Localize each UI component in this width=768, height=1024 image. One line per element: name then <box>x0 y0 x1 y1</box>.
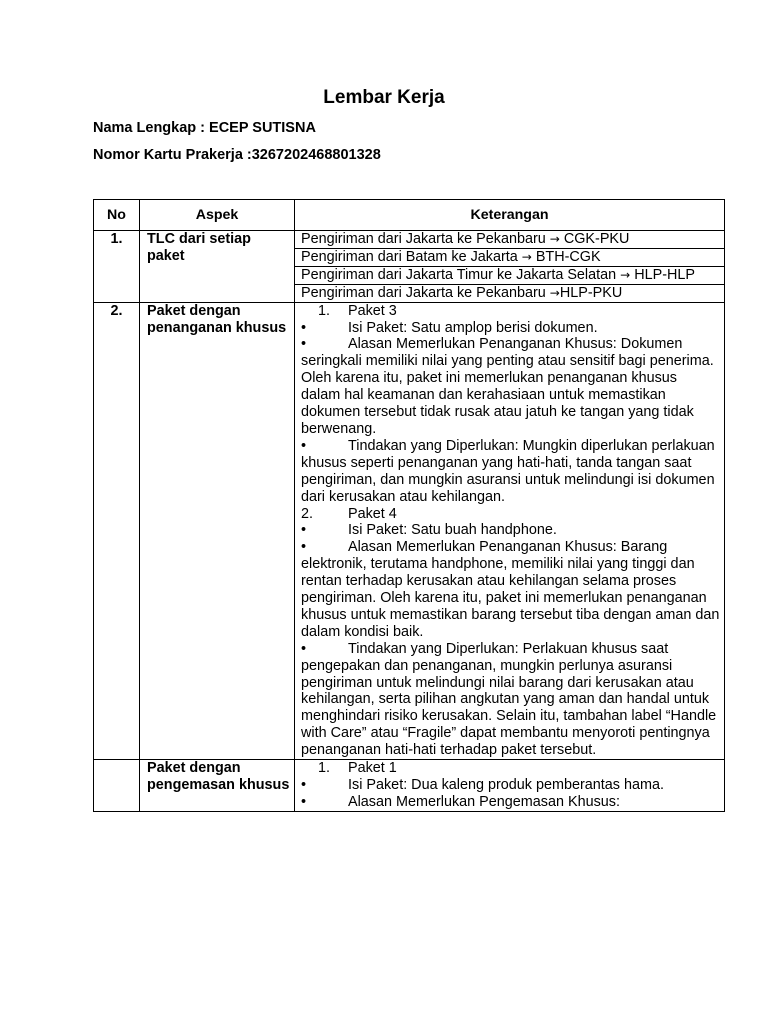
header-aspek: Aspek <box>140 200 295 231</box>
bullet-text: Alasan Memerlukan Penanganan Khusus: Barang elektronik, terutama handphone, memiliki nilai yang tinggi dan rentan terhadap kerusakan atau kehilangan selama proses pengiriman. Oleh karena itu, paket ini memerlukan penanganan khusus untuk memastikan barang tersebut tiba dengan aman dan dalam kondisi baik. <box>301 539 720 640</box>
bullet-icon: • <box>301 319 307 336</box>
bullet-icon: • <box>301 437 307 454</box>
tlc-line <box>295 231 724 249</box>
tlc-route-text: Pengiriman dari Batam ke Jakarta <box>301 248 522 265</box>
tlc-line <box>295 249 724 267</box>
document-title: Lembar Kerja <box>323 87 445 108</box>
arrow-right-icon: → <box>620 267 631 282</box>
bullet-icon: • <box>301 777 307 793</box>
row-number <box>94 760 140 812</box>
tlc-code: CGK-PKU <box>559 231 630 247</box>
bullet-item <box>301 794 720 811</box>
tlc-route-text: Pengiriman dari Jakarta ke Pekanbaru <box>301 284 550 301</box>
full-name-line: Nama Lengkap : ECEP SUTISNA <box>93 120 316 136</box>
bullet-item <box>301 320 720 337</box>
aspect-cell: Paket dengan penanganan khusus <box>140 302 295 759</box>
tlc-route-text: Pengiriman dari Jakarta Timur ke Jakarta Selatan <box>301 266 621 283</box>
package-title: Paket 4 <box>348 505 397 522</box>
numbered-item <box>301 760 720 777</box>
bullet-item <box>301 336 720 437</box>
tlc-code: HLP-PKU <box>559 284 623 301</box>
bullet-icon: • <box>301 522 307 539</box>
row-number: 2. <box>94 302 140 759</box>
tlc-line <box>295 285 724 302</box>
worksheet-table <box>93 199 725 812</box>
bullet-text: Isi Paket: Satu amplop berisi dokumen. <box>348 319 598 336</box>
row-number: 1. <box>94 231 140 303</box>
bullet-item <box>301 438 720 506</box>
tlc-line <box>295 267 724 285</box>
table-header-row <box>94 200 725 231</box>
item-number: 2. <box>301 505 314 522</box>
description-cell <box>295 760 725 812</box>
table-row <box>94 760 725 812</box>
bullet-text: Alasan Memerlukan Penanganan Khusus: Dokumen seringkali memiliki nilai yang penting atau sensitif bagi penerima. Oleh karena itu, paket ini memerlukan penanganan khusus dalam hal keamanan dan kerahasiaan untuk memastikan dokumen tersebut tidak rusak atau jatuh ke tangan yang tidak berwenang. <box>301 336 714 437</box>
bullet-item <box>301 777 720 794</box>
tlc-code: HLP-HLP <box>630 266 695 283</box>
bullet-icon: • <box>301 793 307 810</box>
bullet-text: Isi Paket: Satu buah handphone. <box>348 522 557 539</box>
table-row <box>94 302 725 759</box>
arrow-right-icon: → <box>549 232 560 246</box>
description-cell <box>295 302 725 759</box>
bullet-icon: • <box>301 336 307 353</box>
tlc-route-text: Pengiriman dari Jakarta ke Pekanbaru <box>301 231 550 247</box>
bullet-icon: • <box>301 640 307 657</box>
bullet-item <box>301 539 720 640</box>
tlc-list <box>295 231 725 303</box>
numbered-item <box>301 303 720 320</box>
aspect-cell: TLC dari setiap paket <box>140 231 295 303</box>
bullet-text: Isi Paket: Dua kaleng produk pemberantas hama. <box>348 777 664 793</box>
bullet-item <box>301 641 720 759</box>
header-no: No <box>94 200 140 231</box>
header-keterangan: Keterangan <box>295 200 725 231</box>
item-number: 1. <box>317 302 330 319</box>
prakerja-card-number-line: Nomor Kartu Prakerja :3267202468801328 <box>93 147 381 163</box>
bullet-icon: • <box>301 539 307 556</box>
numbered-item <box>301 506 720 523</box>
arrow-right-icon: → <box>549 285 560 300</box>
arrow-right-icon: → <box>521 249 532 264</box>
bullet-text: Alasan Memerlukan Pengemasan Khusus: <box>348 793 620 810</box>
item-number: 1. <box>317 760 330 777</box>
bullet-text: Tindakan yang Diperlukan: Mungkin diperlukan perlakuan khusus seperti penanganan yang hati-hati, tanda tangan saat pengiriman, dan mungkin asuransi untuk melindungi isi dokumen dari kerusakan atau kehilangan. <box>301 437 715 505</box>
tlc-code: BTH-CGK <box>531 248 601 265</box>
bullet-item <box>301 522 720 539</box>
aspect-cell: Paket dengan pengemasan khusus <box>140 760 295 812</box>
table-row <box>94 231 725 303</box>
package-title: Paket 1 <box>348 760 397 777</box>
package-title: Paket 3 <box>348 302 397 319</box>
bullet-text: Tindakan yang Diperlukan: Perlakuan khusus saat pengepakan dan penanganan, mungkin perlunya asuransi pengiriman untuk melindungi nilai barang dari kerusakan atau kehilangan, serta pilihan angkutan yang aman dan handal untuk menghindari risiko kerusakan. Selain itu, tambahan label “Handle with Care” atau “Fragile” dapat membantu menyoroti pentingnya penanganan hati-hati terhadap paket tersebut. <box>301 640 717 759</box>
